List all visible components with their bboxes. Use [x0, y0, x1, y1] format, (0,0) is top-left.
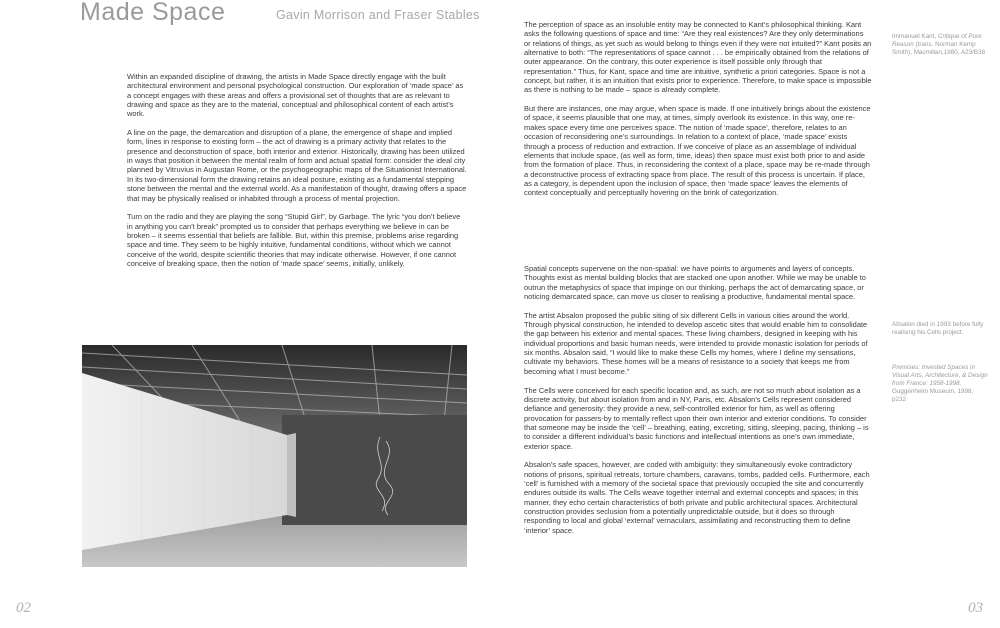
- paragraph: The Cells were conceived for each specific location and, as such, are not so much about isolation as a discrete activity, but about isolation from and in NY, Paris, etc. Absalon’s Cells represent considered defiance and generosity: they provide a new, self-controlled exterior for him, as well as offering provocation for passers-by to mentally reflect upon their own interior and exterior conditions. To consider that someone may be inside the ‘cell’ – breathing, eating, excreting, sitting, sleeping, pacing, thinking – is to consider a different individual’s basic functions and intellectual intentions as one’s own immediate, exterior space.: [524, 385, 869, 451]
- authors-byline: Gavin Morrison and Fraser Stables: [276, 8, 480, 22]
- page-title: Made Space: [80, 0, 226, 26]
- note-title: Critique of Pure Reason: [892, 33, 982, 49]
- page-number-right: 03: [968, 600, 983, 616]
- left-text-column: [127, 72, 467, 278]
- paragraph: But there are instances, one may argue, when space is made. If one intuitively brings about the existence of space, it seems plausible that one may, at times, simply overlook its existence. In this way, one re-makes space every time one perceives space. The notion of ‘made space’, therefore, relates to an occasion of reconsidering one’s surroundings. In relation to a context of place, ‘made space’ exists through a process of reduction and extraction. If we conceive of place as an assemblage of individual elements that include space, (as well as form, time, ideas) then space must exist both prior to and aside from the formation of place. Thus, in reconsidering the context of a place, space may be re-made through a deconstructive process of extracting space from place. The result of this process is uncertain. If place, as a category, is dependent upon the inclusion of space, then ‘made space’ leaves the elements of context conceptually and perceptually hovering on the brink of categorization.: [524, 104, 871, 198]
- paragraph: Spatial concepts supervene on the non-spatial: we have points to arguments and layers of concepts. Thoughts exist as mental building blocks that are stacked one upon another. While we may be unable to outrun the metaphysics of space that impinge on our thinking, perhaps the act of demarcating space, or noticing demarcated space, can move us closer to realising a productive, fundamental mental space.: [524, 264, 866, 302]
- right-text-column-bottom: [524, 264, 872, 545]
- note-details: Guggenheim Museum, 1998, p232: [892, 388, 974, 404]
- right-text-column-top: [524, 20, 872, 207]
- paragraph: A line on the page, the demarcation and disruption of a plane, the emergence of shape and implied form, lines in response to existing form – the act of drawing is a primary activity that relates to the presence and deconstruction of space, both interior and exterior. Historically, drawing has been utilized in ways that position it between the mental realm of form and actual spatial form: consider the ideal city planned by Vitruvius in Augustan Rome, or the psychogeographic maps of the Situationist International. In its two-dimensional form the drawing retains an ideal posture, existing as a fundamental stepping stone between the mental and the external world. As a manifestation of thought, drawing offers a space that may be physically realised or inhabited through a process of mental projection.: [127, 128, 467, 203]
- paragraph: Within an expanded discipline of drawing, the artists in Made Space directly engage with the built architectural environment and personal psychological construction. Our exploration of ‘made space’ as a concept engages with these areas and offers a provisional set of thoughts that are as relevant to drawing and space as they are to the material, conceptual and philosophical content of each artist’s work.: [127, 72, 464, 119]
- gallery-installation-photo: [82, 345, 467, 567]
- sidenote-absalon: Absalon died in 1993 before fully realising his Cells project.: [892, 321, 984, 337]
- sidenote-kant: [892, 33, 988, 57]
- paragraph: Absalon’s safe spaces, however, are coded with ambiguity: they simultaneously evoke contradictory notions of prisons, spiritual retreats, torture chambers, caravans, tombs, padded cells. Furthermore, each ‘cell’ is furnished with a memory of the societal space that previously occupied the site and concurrently endures outside its walls. The Cells weave together internal and external concepts and spaces; in this manner, they echo certain characteristics of both private and public architectural spaces. Architectural construction provides seclusion from a potentially unpredictable outside, but it does so through responding to local and global ‘external’ vernaculars, assimilating and reconstructing them to define ‘interior’ space.: [524, 460, 870, 535]
- paragraph: The artist Absalon proposed the public siting of six different Cells in various cities around the world. Through physical construction, he intended to develop ascetic sites that would enable him to consolidate the gap between his exterior and mental spaces. These living chambers, designed in keeping with his individual proportions and basic human needs, were intended to provide monastic isolation for periods of six months. Absalon said, “I would like to make these Cells my homes, where I define my sensations, cultivate my behaviors. These homes will be a means of resistance to a society that keeps me from becoming what I must become.”: [524, 310, 868, 376]
- paragraph: The perception of space as an insoluble entity may be connected to Kant’s philosophical thinking. Kant asks the following questions of space and time: “Are they real existences? Are they only determinations or relations of things, as yet such as would belong to things even if they were not intuited?” Kant posits an alternative to both: “The representations of space cannot . . . be empirically obtained from the relations of outer appearance. On the contrary, this outer experience is itself possible only through that representation.” Thus, for Kant, space and time are intuitive, synthetic a priori categories. Space is not a concept, but rather, it is an intuition that exists prior to experience. Therefore, to make space is impossible as there is nothing to be made – space is already complete.: [524, 20, 872, 95]
- note-author: Immanuel Kant,: [892, 33, 937, 40]
- paragraph: Turn on the radio and they are playing the song “Stupid Girl”, by Garbage. The lyric “you don’t believe in anything you can’t break” prompted us to consider that perhaps everything we believe in can be broken – it seems essential that beliefs are fallible. But, within this premise, problems arise regarding space and time. They seem to be highly intuitive, fundamental conditions, without which we cannot conceive of the world, despite scientific theories that may indicate otherwise. However, if one cannot conceive of breaking space, then the notion of ‘made space’ seems, initially, unlikely.: [127, 212, 461, 268]
- note-title: Premises: Invested Spaces in Visual Arts, Architecture, & Design from France: 1958-1998,: [892, 364, 988, 388]
- sidenote-premises: [892, 364, 988, 404]
- note-details: (trans. Norman Kemp Smith), Macmillan,1980, A23/B38: [892, 41, 986, 57]
- page-number-left: 02: [16, 600, 31, 616]
